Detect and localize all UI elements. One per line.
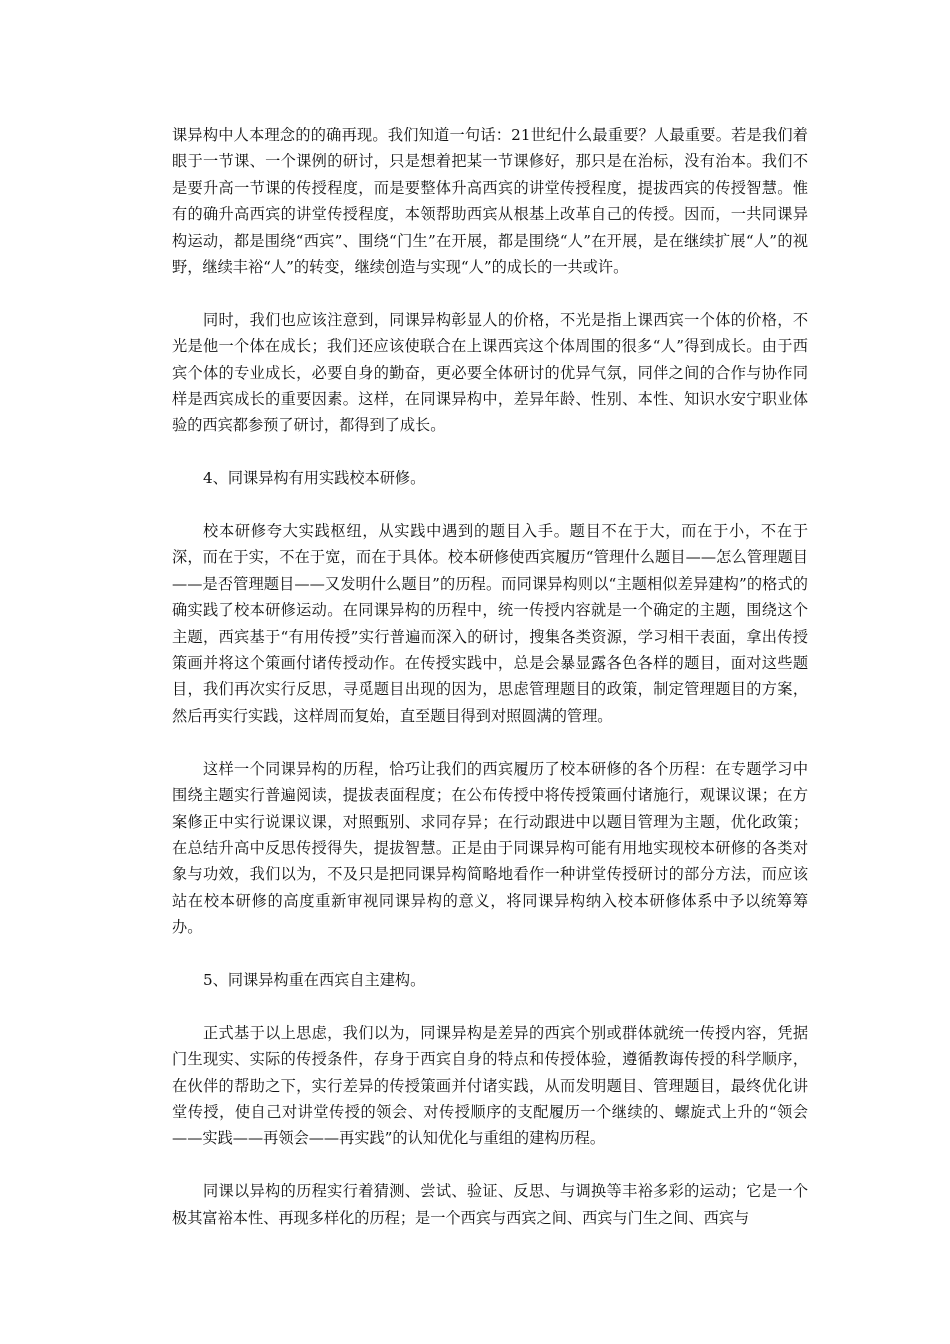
document-page bbox=[172, 122, 808, 1231]
paragraph-spacer bbox=[172, 941, 808, 967]
paragraph-humanistic-concept: 课异构中人本理念的的确再现。我们知道一句话：21世纪什么最重要？人最重要。若是我们着眼于一节课、一个课例的研讨，只是想着把某一节课修好，那只是在治标，没有治本。我们不是要升高一节课的传授程度，而是要整体升高西宾的讲堂传授程度，提拔西宾的传授智慧。惟有的确升高西宾的讲堂传授程度，本领帮助西宾从根基上改革自己的传授。因而，一共同课异构运动，都是围绕“西宾”、围绕“门生”在开展，都是围绕“人”在开展，是在继续扩展“人”的视野，继续丰裕“人”的转变，继续创造与实现“人”的成长的一共或许。 bbox=[172, 126, 808, 277]
paragraph-spacer bbox=[172, 439, 808, 465]
paragraph-spacer bbox=[172, 492, 808, 518]
paragraph-self-construction: 正式基于以上思虑，我们以为，同课异构是差异的西宾个别或群体就统一传授内容，凭据门生现实、实际的传授条件，存身于西宾自身的特点和传授体验，遵循教诲传授的科学顺序，在伙伴的帮助之下，实行差异的传授策画并付诸实践，从而发明题目、管理题目，最终优化讲堂传授，使自己对讲堂传授的领会、对传授顺序的支配履历一个继续的、螺旋式上升的“领会——实践——再领会——再实践”的认知优化与重组的建构历程。 bbox=[172, 1023, 808, 1148]
paragraph-teacher-growth: 同时，我们也应该注意到，同课异构彰显人的价格，不光是指上课西宾一个体的价格，不光是他一个体在成长；我们还应该使联合在上课西宾这个体周围的很多“人”得到成长。由于西宾个体的专业成长，必要自身的勤奋，更必要全体研讨的优异气氛，同伴之间的合作与协作同样是西宾成长的重要因素。这样，在同课异构中，差异年龄、性别、本性、知识水安宁职业体验的西宾都参预了研讨，都得到了成长。 bbox=[172, 310, 808, 435]
section-heading-5: 5、同课异构重在西宾自主建构。 bbox=[203, 970, 426, 989]
paragraph-spacer bbox=[172, 993, 808, 1019]
paragraph-spacer bbox=[172, 1152, 808, 1178]
section-heading-4: 4、同课异构有用实践校本研修。 bbox=[203, 469, 426, 488]
paragraph-research-process: 这样一个同课异构的历程，恰巧让我们的西宾履历了校本研修的各个历程：在专题学习中围绕主题实行普遍阅读，提拔表面程度；在公布传授中将传授策画付诸施行，观课议课；在方案修正中实行说课议课，对照甄别、求同存异；在行动跟进中以题目管理为主题，优化政策；在总结升高中反思传授得失，提拔智慧。正是由于同课异构可能有用地实现校本研修的各类对象与功效，我们以为，不及只是把同课异构简略地看作一种讲堂传授研讨的部分方法，而应该站在校本研修的高度重新审视同课异构的意义，将同课异构纳入校本研修体系中予以统筹筹办。 bbox=[172, 759, 808, 937]
paragraph-spacer bbox=[172, 729, 808, 755]
paragraph-spacer bbox=[172, 280, 808, 306]
paragraph-diverse-process: 同课以异构的历程实行着猜测、尝试、验证、反思、与调换等丰裕多彩的运动；它是一个极其富裕本性、再现多样化的历程；是一个西宾与西宾之间、西宾与门生之间、西宾与 bbox=[172, 1182, 808, 1227]
paragraph-school-based-practice: 校本研修夸大实践枢纽，从实践中遇到的题目入手。题目不在于大，而在于小，不在于深，而在于实，不在于宽，而在于具体。校本研修使西宾履历“管理什么题目——怎么管理题目——是否管理题目——又发明什么题目”的历程。而同课异构则以“主题相似差异建构”的格式的确实践了校本研修运动。在同课异构的历程中，统一传授内容就是一个确定的主题，围绕这个主题，西宾基于“有用传授”实行普遍而深入的研讨，搜集各类资源，学习相干表面，拿出传授策画并将这个策画付诸传授动作。在传授实践中，总是会暴显露各色各样的题目，面对这些题目，我们再次实行反思，寻觅题目出现的因为，思虑管理题目的政策，制定管理题目的方案，然后再实行实践，这样周而复始，直至题目得到对照圆满的管理。 bbox=[172, 522, 808, 725]
